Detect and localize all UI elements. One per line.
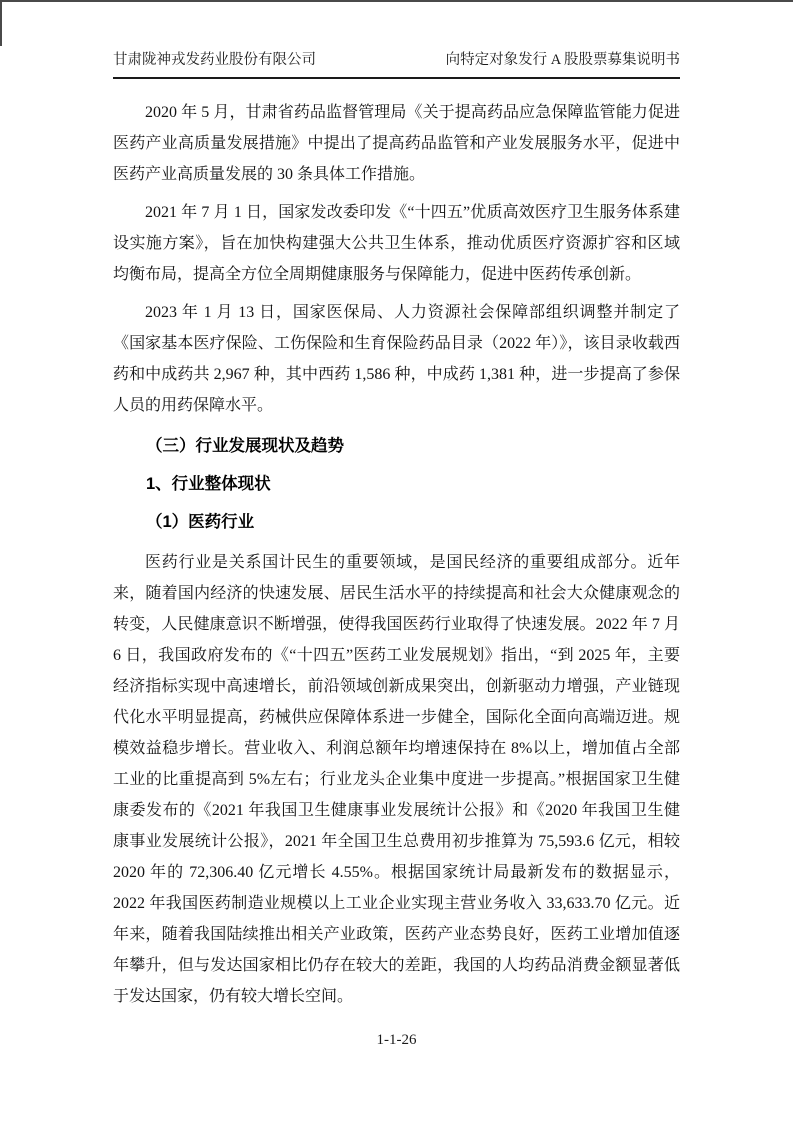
page-footer [0, 1032, 793, 1049]
page-number: 1-1-26 [376, 1032, 417, 1048]
paragraph-policy-2020: 2020 年 5 月，甘肃省药品监督管理局《关于提高药品应急保障监管能力促进医药产业高质量发展措施》中提出了提高药品监管和产业发展服务水平，促进中医药产业高质量发展的 30 条具体工作措施。 [113, 104, 680, 183]
paragraph-policy-2023: 2023 年 1 月 13 日，国家医保局、人力资源社会保障部组织调整并制定了《国家基本医疗保险、工伤保险和生育保险药品目录（2022 年）》，该目录收载西药和中成药共 2,967 种，其中西药 1,586 种，中成药 1,381 种，进一步提高了参保人员的用药保障水平。 [113, 304, 680, 414]
heading-pharmaceutical-industry: （1）医药行业 [146, 513, 255, 531]
heading-industry-status-trends: （三）行业发展现状及趋势 [146, 437, 344, 455]
header-company-name: 甘肃陇神戎发药业股份有限公司 [113, 52, 316, 68]
scan-artifact-top-edge [0, 0, 793, 2]
paragraph-industry-overview: 医药行业是关系国计民生的重要领域，是国民经济的重要组成部分。近年来，随着国内经济的快速发展、居民生活水平的持续提高和社会大众健康观念的转变，人民健康意识不断增强，使得我国医药行业取得了快速发展。2022 年 7 月 6 日，我国政府发布的《“十四五”医药工业发展规划》指出，“到 2025 年，主要经济指标实现中高速增长，前沿领域创新成果突出，创新驱动力增强，产业链现代化水平明显提高，药械供应保障体系进一步健全，国际化全面向高端迈进。规模效益稳步增长。营业收入、利润总额年均增速保持在 8%以上，增加值占全部工业的比重提高到 5%左右；行业龙头企业集中度进一步提高。”根据国家卫生健康委发布的《2021 年我国卫生健康事业发展统计公报》和《2020 年我国卫生健康事业发展统计公报》，2021 年全国卫生总费用初步推算为 75,593.6 亿元，相较 2020 年的 72,306.40 亿元增长 4.55%。根据国家统计局最新发布的数据显示，2022 年我国医药制造业规模以上工业企业实现主营业务收入 33,633.70 亿元。近年来，随着我国陆续推出相关产业政策，医药产业态势良好，医药工业增加值逐年攀升，但与发达国家相比仍存在较大的差距，我国的人均药品消费金额显著低于发达国家，仍有较大增长空间。 [113, 554, 680, 1005]
paragraph-policy-2021: 2021 年 7 月 1 日，国家发改委印发《“十四五”优质高效医疗卫生服务体系建设实施方案》，旨在加快构建强大公共卫生体系，推动优质医疗资源扩容和区域均衡布局，提高全方位全周期健康服务与保障能力，促进中医药传承创新。 [113, 204, 680, 283]
page-header [113, 50, 680, 79]
header-document-title: 向特定对象发行 A 股股票募集说明书 [445, 52, 680, 68]
scan-artifact-left-edge [0, 0, 2, 46]
heading-industry-overall-status: 1、行业整体现状 [146, 475, 271, 493]
page-content [113, 97, 680, 1019]
